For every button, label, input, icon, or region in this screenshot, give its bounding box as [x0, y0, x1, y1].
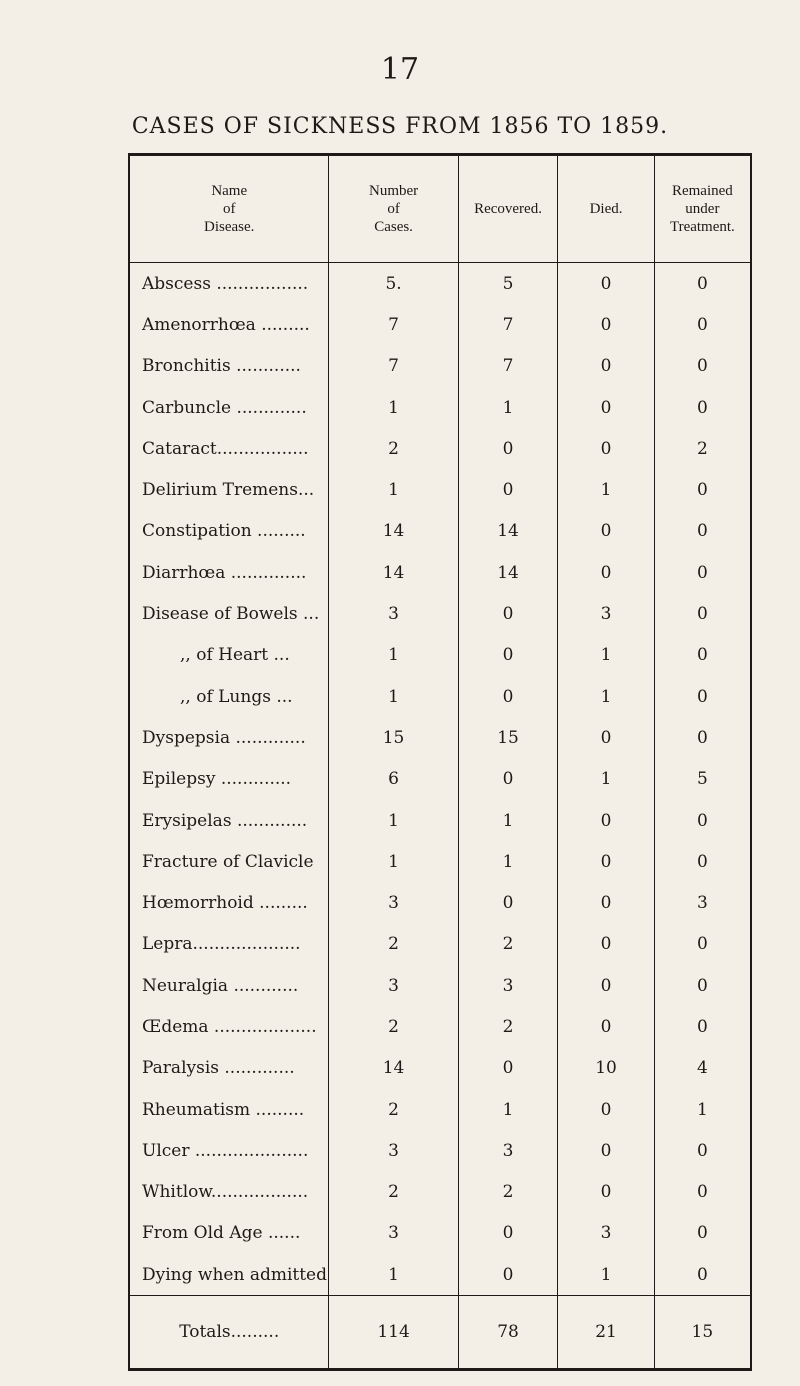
- recovered-count: 14: [458, 552, 558, 593]
- number-of-cases: 6: [329, 759, 458, 800]
- number-of-cases: 2: [329, 428, 458, 469]
- died-count: 0: [558, 552, 654, 593]
- died-count: 10: [558, 1048, 654, 1089]
- totals-remained: 15: [654, 1296, 751, 1370]
- remained-count: 0: [696, 1182, 708, 1203]
- table-row: [129, 1089, 751, 1130]
- remained-count: 0: [696, 1016, 708, 1037]
- totals-died: 21: [558, 1296, 654, 1370]
- disease-name: Œdema ...................: [129, 1006, 329, 1047]
- table-row: [129, 511, 751, 552]
- disease-name: Epilepsy .............: [129, 759, 329, 800]
- died-count: 3: [558, 593, 654, 634]
- died-count: 0: [558, 924, 654, 965]
- table-row: [129, 387, 751, 428]
- number-of-cases: 1: [329, 387, 458, 428]
- remained-count: 0: [696, 521, 708, 542]
- died-count: 0: [558, 1130, 654, 1171]
- number-of-cases: 2: [329, 1006, 458, 1047]
- header-name-of-disease: Name of Disease.: [129, 155, 329, 263]
- recovered-count: 0: [458, 1254, 558, 1296]
- number-of-cases: 1: [329, 676, 458, 717]
- died-count: 1: [558, 469, 654, 510]
- remained-count: 2: [696, 438, 708, 459]
- disease-name: Cataract.................: [129, 428, 329, 469]
- header-row: [129, 155, 751, 263]
- table-row: [129, 800, 751, 841]
- number-of-cases: 7: [329, 304, 458, 345]
- header-number-of-cases: Number of Cases.: [329, 155, 458, 263]
- table-row: [129, 1130, 751, 1171]
- remained-count: 0: [696, 851, 708, 872]
- died-count: 0: [558, 882, 654, 923]
- table-row: [129, 263, 751, 305]
- disease-name: Bronchitis ............: [129, 346, 329, 387]
- remained-count: 0: [696, 934, 708, 955]
- recovered-count: 0: [458, 469, 558, 510]
- number-of-cases: 2: [329, 1172, 458, 1213]
- died-count: 0: [558, 965, 654, 1006]
- recovered-count: 7: [458, 346, 558, 387]
- recovered-count: 0: [458, 428, 558, 469]
- table-row: [129, 676, 751, 717]
- recovered-count: 0: [458, 676, 558, 717]
- disease-name: Lepra....................: [129, 924, 329, 965]
- recovered-count: 0: [458, 635, 558, 676]
- remained-count: 4: [696, 1058, 708, 1079]
- number-of-cases: 15: [329, 717, 458, 758]
- died-count: 0: [558, 511, 654, 552]
- table-row: [129, 1006, 751, 1047]
- died-count: 0: [558, 387, 654, 428]
- died-count: 0: [558, 800, 654, 841]
- table-row: [129, 593, 751, 634]
- remained-count: 0: [696, 1223, 708, 1244]
- disease-name: Fracture of Clavicle: [129, 841, 329, 882]
- table-row: [129, 635, 751, 676]
- disease-name: Diarrhœa ..............: [129, 552, 329, 593]
- died-count: 0: [558, 841, 654, 882]
- remained-count: 0: [696, 562, 708, 583]
- recovered-count: 14: [458, 511, 558, 552]
- page-number: 17: [380, 52, 420, 87]
- recovered-count: 15: [458, 717, 558, 758]
- number-of-cases: 1: [329, 800, 458, 841]
- remained-count: 5: [696, 769, 708, 790]
- table-row: [129, 552, 751, 593]
- recovered-count: 1: [458, 800, 558, 841]
- remained-count: 3: [696, 893, 708, 914]
- table-row: [129, 841, 751, 882]
- died-count: 0: [558, 263, 654, 305]
- remained-count: 0: [696, 397, 708, 418]
- number-of-cases: 1: [329, 1254, 458, 1296]
- recovered-count: 0: [458, 1213, 558, 1254]
- table-row: [129, 428, 751, 469]
- number-of-cases: 3: [329, 882, 458, 923]
- totals-row: [129, 1296, 751, 1370]
- table-row: [129, 965, 751, 1006]
- recovered-count: 2: [458, 1006, 558, 1047]
- died-count: 0: [558, 1006, 654, 1047]
- table-body: [129, 263, 751, 1296]
- table-row: [129, 346, 751, 387]
- number-of-cases: 14: [329, 511, 458, 552]
- disease-name: Disease of Bowels ...: [129, 593, 329, 634]
- recovered-count: 0: [458, 882, 558, 923]
- recovered-count: 7: [458, 304, 558, 345]
- recovered-count: 1: [458, 387, 558, 428]
- disease-name: Paralysis .............: [129, 1048, 329, 1089]
- recovered-count: 0: [458, 759, 558, 800]
- remained-count: 0: [696, 1264, 708, 1285]
- recovered-count: 1: [458, 1089, 558, 1130]
- recovered-count: 1: [458, 841, 558, 882]
- table-row: [129, 469, 751, 510]
- number-of-cases: 5.: [329, 263, 458, 305]
- recovered-count: 5: [458, 263, 558, 305]
- table-row: [129, 717, 751, 758]
- header-remained-under-treatment: Remained under Treatment.: [654, 155, 751, 263]
- sickness-table: [128, 153, 752, 1371]
- disease-name: Amenorrhœa .........: [129, 304, 329, 345]
- number-of-cases: 2: [329, 1089, 458, 1130]
- died-count: 0: [558, 304, 654, 345]
- number-of-cases: 3: [329, 593, 458, 634]
- recovered-count: 2: [458, 924, 558, 965]
- number-of-cases: 2: [329, 924, 458, 965]
- died-count: 1: [558, 1254, 654, 1296]
- number-of-cases: 7: [329, 346, 458, 387]
- disease-name: Delirium Tremens...: [129, 469, 329, 510]
- died-count: 0: [558, 717, 654, 758]
- number-of-cases: 1: [329, 841, 458, 882]
- disease-name: Abscess .................: [129, 263, 329, 305]
- disease-name: Ulcer .....................: [129, 1130, 329, 1171]
- disease-name: Erysipelas .............: [129, 800, 329, 841]
- table-row: [129, 1254, 751, 1296]
- remained-count: 0: [696, 727, 708, 748]
- died-count: 3: [558, 1213, 654, 1254]
- died-count: 0: [558, 1172, 654, 1213]
- died-count: 0: [558, 428, 654, 469]
- table-row: [129, 924, 751, 965]
- disease-name: Dyspepsia .............: [129, 717, 329, 758]
- recovered-count: 3: [458, 965, 558, 1006]
- disease-name: ,, of Lungs ...: [129, 676, 329, 717]
- remained-count: 0: [696, 356, 708, 377]
- died-count: 1: [558, 635, 654, 676]
- remained-count: 0: [696, 975, 708, 996]
- disease-name: Rheumatism .........: [129, 1089, 329, 1130]
- table-row: [129, 1213, 751, 1254]
- died-count: 0: [558, 1089, 654, 1130]
- recovered-count: 2: [458, 1172, 558, 1213]
- remained-count: 1: [696, 1099, 708, 1120]
- header-died: Died.: [558, 155, 654, 263]
- number-of-cases: 3: [329, 965, 458, 1006]
- remained-count: 0: [696, 645, 708, 666]
- recovered-count: 0: [458, 1048, 558, 1089]
- recovered-count: 0: [458, 593, 558, 634]
- disease-name: Carbuncle .............: [129, 387, 329, 428]
- remained-count: 0: [696, 810, 708, 831]
- number-of-cases: 3: [329, 1130, 458, 1171]
- table-row: [129, 759, 751, 800]
- page-title: CASES OF SICKNESS FROM 1856 TO 1859.: [131, 114, 669, 139]
- remained-count: 0: [696, 604, 708, 625]
- table-row: [129, 1048, 751, 1089]
- remained-count: 0: [696, 273, 708, 294]
- totals-recovered: 78: [458, 1296, 558, 1370]
- number-of-cases: 1: [329, 635, 458, 676]
- totals-cases: 114: [329, 1296, 458, 1370]
- disease-name: Dying when admitted: [129, 1254, 329, 1296]
- table-row: [129, 304, 751, 345]
- disease-name: From Old Age ......: [129, 1213, 329, 1254]
- remained-count: 0: [696, 686, 708, 707]
- remained-count: 0: [696, 1140, 708, 1161]
- disease-name: Constipation .........: [129, 511, 329, 552]
- died-count: 0: [558, 346, 654, 387]
- died-count: 1: [558, 759, 654, 800]
- table-row: [129, 1172, 751, 1213]
- remained-count: 0: [696, 480, 708, 501]
- disease-name: Hœmorrhoid .........: [129, 882, 329, 923]
- disease-name: Whitlow..................: [129, 1172, 329, 1213]
- remained-count: 0: [696, 314, 708, 335]
- header-recovered: Recovered.: [458, 155, 558, 263]
- number-of-cases: 1: [329, 469, 458, 510]
- table-row: [129, 882, 751, 923]
- disease-name: ,, of Heart ...: [129, 635, 329, 676]
- disease-name: Neuralgia ............: [129, 965, 329, 1006]
- number-of-cases: 3: [329, 1213, 458, 1254]
- died-count: 1: [558, 676, 654, 717]
- totals-label: Totals.........: [129, 1296, 329, 1370]
- recovered-count: 3: [458, 1130, 558, 1171]
- number-of-cases: 14: [329, 552, 458, 593]
- number-of-cases: 14: [329, 1048, 458, 1089]
